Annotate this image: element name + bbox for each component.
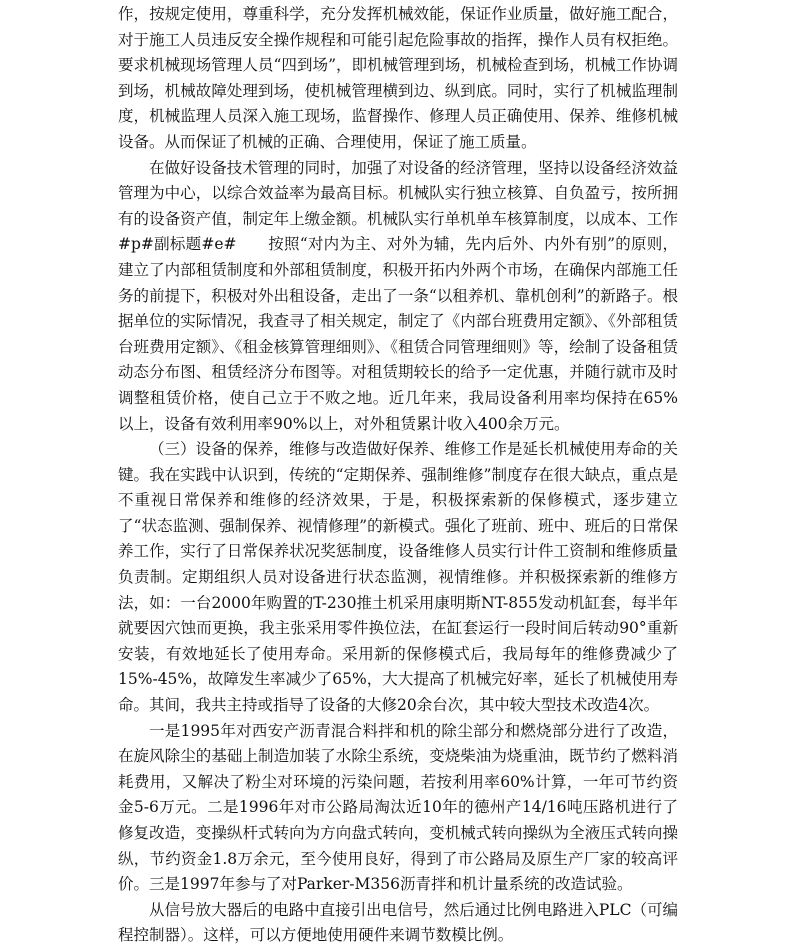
paragraph-4: 一是1995年对西安产沥青混合料拌和机的除尘部分和燃烧部分进行了改造，在旋风除尘的基础上制造加装了水除尘系统，变烧柴油为烧重油，既节约了燃料消耗费用，又解决了粉尘对环境的污染问题，若按利用率60%计算，一年可节约资金5-6万元。二是1996年对市公路局淘汰近10年的德州产14/16吨压路机进行了修复改造，变操纵杆式转向为方向盘式转向，变机械式转向操纵为全液压式转向操纵，节约资金1.8万余元，至今使用良好，得到了市公路局及原生产厂家的较高评价。三是1997年参与了对Parker-M356沥青拌和机计量系统的改造试验。 (118, 721, 678, 894)
paragraph-3: （三）设备的保养，维修与改造做好保养、维修工作是延长机械使用寿命的关键。我在实践中认识到，传统的“定期保养、强制维修”制度存在很大缺点，重点是不重视日常保养和维修的经济效果，于是，积极探索新的保修模式，逐步建立了“状态监测、强制保养、视情修理”的新模式。强化了班前、班中、班后的日常保养工作，实行了日常保养状况奖惩制度，设备维修人员实行计件工资制和维修质量负责制。定期组织人员对设备进行状态监测，视情维修。并积极探索新的维修方法，如：一台2000年购置的T-230推土机采用康明斯NT-855发动机缸套，每半年就要因穴蚀而更换，我主张采用零件换位法，在缸套运行一段时间后转动90°重新安装，有效地延长了使用寿命。采用新的保修模式后，我局每年的维修费减少了15%-45%，故障发生率减少了65%，大大提高了机械完好率，延长了机械使用寿命。其间，我共主持或指导了设备的大修20余台次，其中较大型技术改造4次。 (118, 440, 678, 715)
paragraph-1: 作，按规定使用，尊重科学，充分发挥机械效能，保证作业质量，做好施工配合，对于施工人员违反安全操作规程和可能引起危险事故的指挥，操作人员有权拒绝。要求机械现场管理人员“四到场”，即机械管理到场，机械检查到场，机械工作协调到场，机械故障处理到场，使机械管理横到边、纵到底。同时，实行了机械监理制度，机械监理人员深入施工现场，监督操作、修理人员正确使用、保养、维修机械设备。从而保证了机械的正确、合理使用，保证了施工质量。 (118, 5, 678, 151)
paragraph-5: 从信号放大器后的电路中直接引出电信号，然后通过比例电路进入PLC（可编程控制器）。这样，可以方便地使用硬件来调节数模比例。 (118, 900, 678, 945)
paragraph-2: 在做好设备技术管理的同时，加强了对设备的经济管理，坚持以设备经济效益管理为中心，以综合效益率为最高目标。机械队实行独立核算、自负盈亏，按所拥有的设备资产值，制定年上缴金额。机械队实行单机单车核算制度，以成本、工作#p#副标题#e# 按照“对内为主、对外为辅，先内后外、内外有别”的原则，建立了内部租赁制度和外部租赁制度，积极开拓内外两个市场，在确保内部施工任务的前提下，积极对外出租设备，走出了一条“以租养机、靠机创利”的新路子。根据单位的实际情况，我查寻了相关规定，制定了《内部台班费用定额》、《外部租赁台班费用定额》、《租金核算管理细则》、《租赁合同管理细则》等，绘制了设备租赁动态分布图、租赁经济分布图等。对租赁期较长的给予一定优惠，并随行就市及时调整租赁价格，使自己立于不败之地。近几年来，我局设备利用率均保持在65%以上，设备有效利用率90%以上，对外租赁累计收入400余万元。 (118, 158, 678, 433)
document-page (118, 2, 678, 949)
